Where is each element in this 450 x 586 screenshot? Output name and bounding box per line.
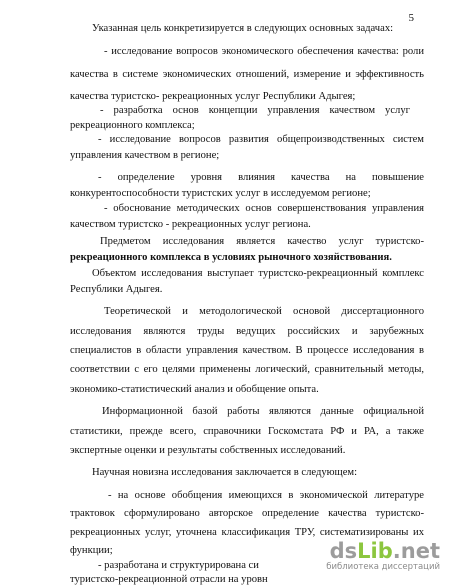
text-line: - разработана и структурирована си — [98, 560, 259, 571]
text-line: экспертные оценки и результаты собственных исследований. — [70, 445, 346, 456]
text-line: Информационной базой работы являются данные официальной — [102, 406, 424, 417]
text-line: рекреационных услуг, уточнена классификация ТРУ, систематизированы их — [70, 527, 424, 538]
dslib-logo: dsLib.net — [329, 539, 440, 563]
text-line: специалистов в области управления качеством. В процессе исследования в — [70, 345, 424, 356]
text-line: Указанная цель конкретизируется в следующих основных задачах: — [92, 23, 394, 34]
page-number: 5 — [408, 12, 414, 24]
text-line: туристско-рекреационной отрасли на уровн — [70, 574, 268, 585]
dslib-watermark — [326, 539, 440, 576]
text-line: - на основе обобщения имеющихся в экономической литературе — [108, 490, 424, 501]
text-line: трактовок сформулировано авторское определение качества туристско- — [70, 508, 424, 519]
watermark-caption: библиотека диссертаций — [326, 562, 440, 572]
text-line: - разработка основ концепции управления качеством услуг — [100, 105, 410, 116]
text-line: соответствии с его целями применены логический, сравнительный методы, — [70, 364, 424, 375]
text-line: Объектом исследования выступает туристско-рекреационный комплекс — [92, 268, 424, 279]
text-line: рекреационного комплекса; — [70, 120, 195, 131]
text-line: - исследование вопросов развития общепроизводственных систем — [98, 134, 424, 145]
text-line: качества туристско- рекреационных услуг Республики Адыгея; — [70, 91, 356, 102]
text-line: экономико-статистический анализ и обобщение опыта. — [70, 384, 319, 395]
text-line: конкурентоспособности туристских услуг в исследуемом регионе; — [70, 188, 371, 199]
text-line: качеством туристско - рекреационных услуг региона. — [70, 219, 311, 230]
text-line: управления качеством в регионе; — [70, 150, 220, 161]
text-line: Предметом исследования является качество услуг туристско- — [100, 236, 424, 247]
text-line: - определение уровня влияния качества на повышение — [98, 172, 424, 183]
text-line: - исследование вопросов экономического обеспечения качества: роли — [104, 46, 424, 57]
text-line: рекреационного комплекса в условиях рыночного хозяйствования. — [70, 252, 392, 263]
text-line: Теоретической и методологической основой диссертационного — [104, 306, 424, 317]
text-line: Республики Адыгея. — [70, 284, 163, 295]
text-line: статистики, прежде всего, справочники Госкомстата РФ и РА, а также — [70, 426, 424, 437]
text-line: Научная новизна исследования заключается в следующем: — [92, 467, 358, 478]
text-line: - обоснование методических основ совершенствования управления — [104, 203, 424, 214]
text-line: исследования являются труды ведущих российских и зарубежных — [70, 326, 424, 337]
text-line: функции; — [70, 545, 113, 556]
text-line: качества в системе экономических отношений, измерение и эффективность — [70, 69, 424, 80]
